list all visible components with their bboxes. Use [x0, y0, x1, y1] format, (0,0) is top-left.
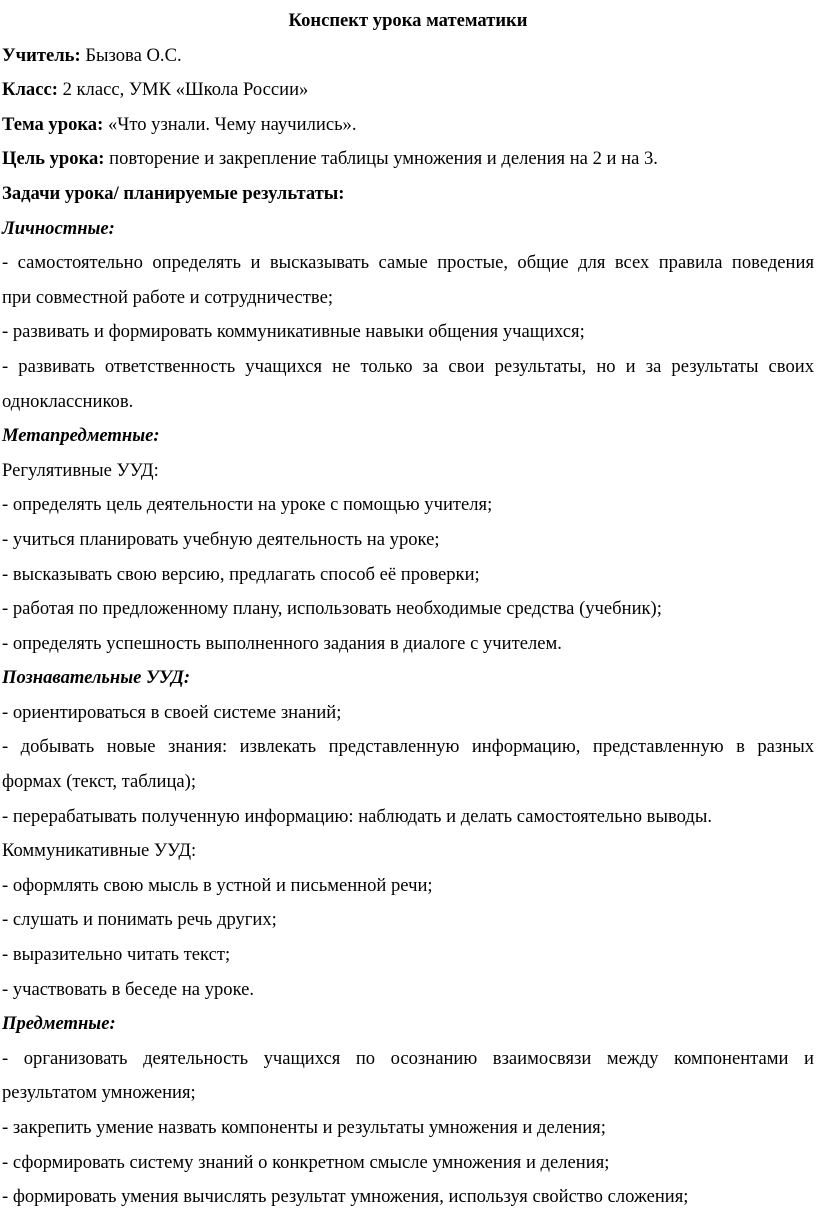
- personal-item: - развивать и формировать коммуникативные навыки общения учащихся;: [2, 321, 585, 343]
- cognitive-item: формах (текст, таблица);: [2, 771, 197, 793]
- cognitive-item: - ориентироваться в своей системе знаний;: [2, 701, 342, 723]
- subject-item: - формировать умения вычислять результат умножения, используя свойство сложения;: [2, 1186, 689, 1208]
- regulatory-item: - учиться планировать учебную деятельность на уроке;: [2, 528, 440, 550]
- communicative-item: - выразительно читать текст;: [2, 944, 231, 966]
- personal-heading: Личностные:: [2, 217, 115, 239]
- personal-item: при совместной работе и сотрудничестве;: [2, 286, 333, 308]
- grade-line: [2, 73, 814, 108]
- teacher-line: [2, 39, 814, 74]
- document-title: Конспект урока математики: [288, 10, 528, 31]
- teacher-label: Учитель:: [2, 44, 81, 66]
- meta-heading: Метапредметные:: [2, 425, 160, 447]
- subject-item: - организовать деятельность учащихся по осознанию взаимосвязи между компонентами и: [2, 1047, 814, 1069]
- regulatory-item: - определять успешность выполненного задания в диалоге с учителем.: [2, 632, 562, 654]
- goal-label: Цель урока:: [2, 148, 105, 170]
- subject-heading: Предметные:: [2, 1013, 116, 1035]
- personal-item: - самостоятельно определять и высказывать самые простые, общие для всех правила поведения: [2, 252, 814, 274]
- communicative-heading: Коммуникативные УУД:: [2, 840, 197, 862]
- subject-item: - закрепить умение назвать компоненты и результаты умножения и деления;: [2, 1117, 606, 1138]
- teacher-value: Бызова О.С.: [80, 44, 182, 66]
- regulatory-item: - работая по предложенному плану, использовать необходимые средства (учебник);: [2, 598, 662, 620]
- communicative-item: - слушать и понимать речь других;: [2, 909, 277, 931]
- grade-label: Класс:: [2, 79, 58, 101]
- communicative-item: - оформлять свою мысль в устной и письменной речи;: [2, 874, 433, 896]
- cognitive-heading: Познавательные УУД:: [2, 667, 191, 689]
- goal-value: повторение и закрепление таблицы умножения и деления на 2 и на 3.: [104, 148, 658, 170]
- cognitive-item: - добывать новые знания: извлекать представленную информацию, представленную в разных: [2, 736, 814, 758]
- subject-item: - сформировать систему знаний о конкретном смысле умножения и деления;: [2, 1151, 610, 1173]
- subject-item: результатом умножения;: [2, 1082, 196, 1104]
- tasks-heading: Задачи урока/ планируемые результаты:: [2, 182, 345, 204]
- communicative-item: - участвовать в беседе на уроке.: [2, 978, 255, 1000]
- regulatory-item: - определять цель деятельности на уроке с помощью учителя;: [2, 494, 493, 516]
- lesson-plan: [2, 4, 814, 1215]
- goal-line: [2, 142, 814, 177]
- cognitive-item: - перерабатывать полученную информацию: наблюдать и делать самостоятельно выводы.: [2, 805, 712, 827]
- grade-value: 2 класс, УМК «Школа России»: [57, 79, 309, 101]
- regulatory-heading: Регулятивные УУД:: [2, 459, 159, 481]
- personal-item: - развивать ответственность учащихся не только за свои результаты, но и за результаты своих: [2, 355, 814, 377]
- personal-item: одноклассников.: [2, 390, 134, 412]
- topic-line: [2, 108, 814, 143]
- topic-label: Тема урока:: [2, 113, 104, 135]
- topic-value: «Что узнали. Чему научились».: [103, 113, 357, 135]
- regulatory-item: - высказывать свою версию, предлагать способ её проверки;: [2, 563, 480, 585]
